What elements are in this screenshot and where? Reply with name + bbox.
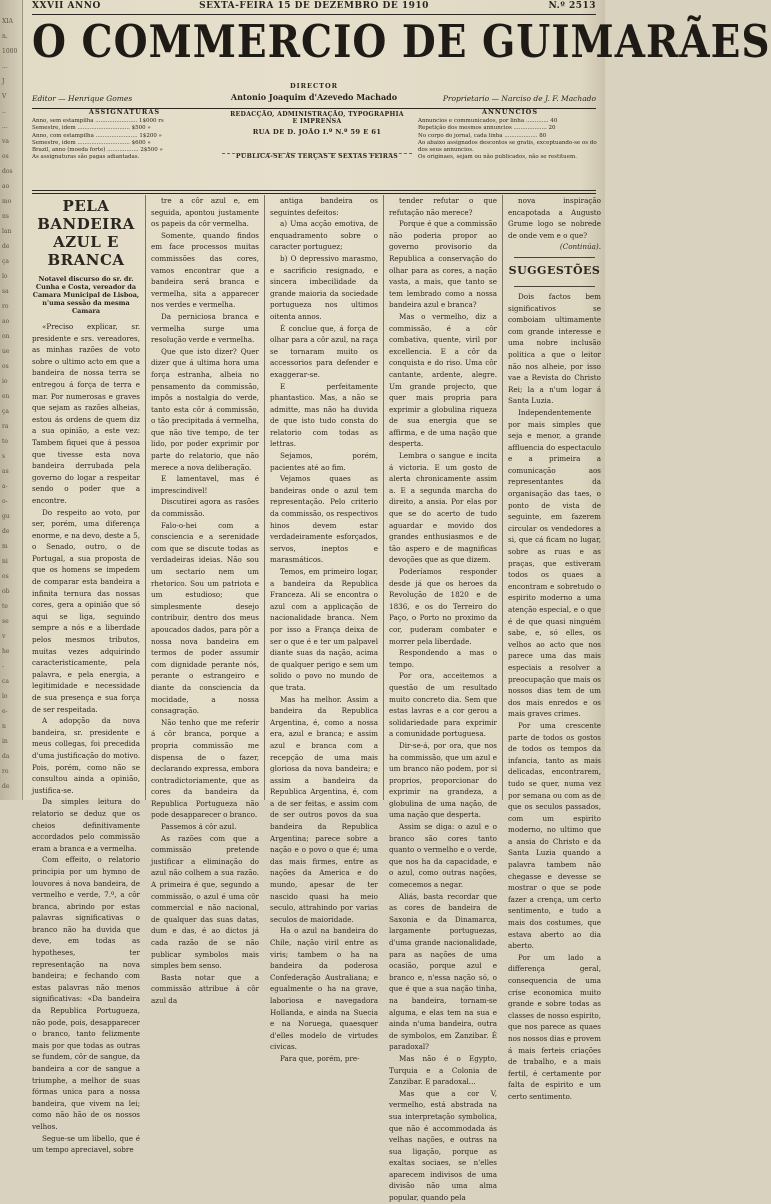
spine-fragment: ao <box>2 318 10 325</box>
article-paragraph: «Preciso explicar, sr. presidente e srs. vereadores, as minhas razões de voto sobre o ultimo acto em que a bandeira de nossa terra se entregou á força de terra e mar. Por numerosas e graves que sejam as razões alheias, estou ás ordens de quem diz a sua opinião, a este vez: Tambem fiquei que á pessoa que tivesse esta nova bandeira derrubada pela governo do logar a respeitar sendo o poder que a encontre. <box>32 322 140 505</box>
article-paragraph: Não tenho que me referir á côr branca, porque a propria commissão me dispensa de o fazer, declarando expressa, embora contradictoriamente, que as cores da bandeira da Republica Portugueza não pode desapparecer o branco. <box>151 717 259 820</box>
column-divider <box>502 195 503 800</box>
ads-box <box>418 109 602 189</box>
article-heading: PELA BANDEIRA AZUL E BRANCA <box>37 197 135 269</box>
article-paragraph: Com effeito, o relatorio principia por um hymno de louvores á nova bandeira, de vermelho e verde, 7.º, a côr branca, abrindo por estas palavras significativas o branco não ha duvida que deve, em todas as hypotheses, ter representação na nova bandeira; e fechando com estas palavras não menos significativas: «Da bandeira da Republica Portugueza, não pode, pois, desapparecer o branco, tanto felizmente mais por que todas as outras se fundem, côr de sangue, da bandeira a cor de sangue a triumphe, a melhor de suas fórmas unica para a nossa bandeira, que vivem na lei; como não hão de os nossos velhos. <box>32 855 140 1131</box>
spine-fragment: ni <box>2 558 8 565</box>
article-paragraph: Ha o azul na bandeira do Chile, nação viril entre as viris; tambem o ha na bandeira da poderosa Confederação Australiana; e egualmente o ha na grave, laboriosa e navegadora Hollanda, e ainda na Suecia e na Noruega, quaesquer d'elles modelo de virtudes civicas. <box>270 926 378 1052</box>
spine-fragment: os <box>2 363 9 370</box>
article-paragraph: Da simples leitura do relatorio se deduz que os cheios definitivamente accordados pelo commissão eram a branca e a vermelha. <box>32 797 140 853</box>
spine-fragment: ça <box>2 408 9 415</box>
spine-fragment: de <box>2 528 10 535</box>
subscription-line: Anno, sem estampilha ........................ 1$000 rs <box>32 118 164 125</box>
article-paragraph: Dir-se-á, por ora, que nos ha commissão, que um azul e um branco não podem, por si proprios, proporcionar do exprimir na grandeza, a globulina de uma nação, de uma nação que desperta. <box>389 740 497 820</box>
article-paragraph: Mas não é o Egypto, Turquia e a Colonia de Zanzibar. E paradoxal... <box>389 1053 497 1087</box>
spine-fragment: on <box>2 333 10 340</box>
spine-fragment: os <box>2 573 9 580</box>
article-paragraph: Poderíamos responder desde já que os heroes da Revolução de 1820 e de 1836, e os do Terreiro do Paço, o Porto no proximo da cor, puderam combater e morrer pela liberdade. <box>389 567 497 646</box>
column-4-text <box>389 195 497 1204</box>
office-address: RUA DE D. JOÃO I.º N.º 59 E 61 <box>252 128 382 137</box>
article-paragraph: E perfeitamente phantastico. Mas, a não se admitte, mas não ha duvida de que isto tudo consta do relatorio com todas as lettras. <box>270 381 378 449</box>
spine-fragment: in <box>2 738 8 745</box>
spine-fragment: o- <box>2 498 8 505</box>
spine-fragment: to <box>2 438 9 445</box>
column-5 <box>508 195 601 1101</box>
spine-fragment: de <box>2 783 10 790</box>
spine-fragment: XIA <box>2 18 13 25</box>
spine-fragment: ... <box>2 123 8 130</box>
office-box <box>222 109 412 189</box>
column-divider <box>145 195 146 800</box>
spine-fragment: lo <box>2 693 8 700</box>
article-paragraph: Porque é que a commissão não poderia propor ao governo provisorio da Republica a conservação do olhar para as cores, a nação vasta, a mais, que tanto se tem lembrado como a nossa bandeira azul e branca? <box>389 219 497 310</box>
infobar-rule-bottom <box>32 193 596 194</box>
column-4 <box>389 195 497 1203</box>
article-paragraph: Sejamos, porém, pacientes até ao fim. <box>270 451 378 472</box>
spine-fragment: ra <box>2 423 9 430</box>
article-paragraph: Mas ha melhor. Assim a bandeira da Republica Argentina, é, como a nossa era, azul e branca; e assim azul e branca com a recepção de uma mais gloriosa da nova bandeira; e assim a bandeira da Republica Argentina, é, com a de ser feitas, e assim com de ser outros povos da sua bandeira da Republica Argentina; parece sobre a nação e o povo o que é; uma das mais firmes, entre as nações da America e do mundo, apesar de ter nascido quasi ha meio seculo, attrahindo por varias seculos de maioridade. <box>270 694 378 924</box>
director-label: DIRECTOR <box>289 82 339 90</box>
ads-line: Os originaes, sejam ou não publicados, não se restituem. <box>418 154 577 161</box>
spine-fragment: as <box>2 468 9 475</box>
spine-fragment: 1000 <box>2 48 18 55</box>
article-paragraph: Assim se diga: o azul e o branco são cores tanto quanto o vermelho e o verde, que nos ha da capacidade, e o azul, como outras nações, comecemos a negar. <box>389 822 497 890</box>
spine-fragment: gu <box>2 513 10 520</box>
adjacent-page-spine <box>0 0 23 800</box>
article-subheading: Notavel discurso do sr. dr. Cunha e Costa, vereador da Camara Municipal de Lisboa, n'uma sessão da mesma Camara <box>32 275 140 315</box>
section-divider <box>514 286 595 287</box>
ads-line: Ao abaixo assignados descontos se gratis, exceptuando-se os do <box>418 139 597 146</box>
article-paragraph: antiga bandeira os seguintes defeitos: <box>270 196 378 217</box>
column-1-text <box>32 321 140 1156</box>
continued-note: (Continúa). <box>559 242 601 252</box>
section-heading: SUGGESTÕES <box>508 263 601 277</box>
spine-fragment: ob <box>2 588 10 595</box>
spine-fragment: va <box>2 138 9 145</box>
issue-number: N.º 2513 <box>548 1 596 11</box>
ads-line: dos seus annuncios. <box>418 147 474 154</box>
subscriptions-box <box>32 109 217 189</box>
article-paragraph: Lembra o sangue e incita á victoria. E um gosto de alerta chronicamente assim a. E a segunda marcha do direito, a ansia. Por elas por que se do acerto de tudo aguardar e movido dos grandes enthusiasmos e de tão aspero e de magnificas devoções que as que dizem. <box>389 451 497 565</box>
article-paragraph: Somente, quando findos em face processos muitas commissões das cores, vamos encontrar que a bandeira será branca e vermelha, sita a apparecer nos verdes e vermelha. <box>151 230 259 310</box>
ads-title: ANNUNCIOS <box>481 108 539 116</box>
subscription-line: Semestre, idem .............................. $500 » <box>32 125 151 132</box>
article-paragraph: Independentemente por mais simples que seja e menor, a grande affluencia do espectaculo e a primeira a comunicação aos representantes da organisação das taes, o ponto de vista de seguinte, em fazerem circular os vendedores a si, que cá ficam no lugar, sobre as ruas e as praças, que estiveram todos os quaes a encontram e sobretudo o espirito moderno a uma atenção especial, e o que é de que quasi ninguém sabe, e, só elles, os velhos ao acto que nos parece uma das mais especiais a resolver a preocupação que mais os nossos dias tem de um dos mais enredos e os mais graves crimes. <box>508 407 601 719</box>
article-paragraph: b) O depressivo marasmo, e sacrificio resignado, e sincera imbecilidade da grande maioria da sociedade portugueza nos ultimos oitenta annos. <box>270 253 378 321</box>
spine-fragment: en <box>2 393 10 400</box>
article-paragraph: a) Uma acção emotiva, de enquadramento sobre o caracter portuguez; <box>270 219 378 252</box>
article-paragraph: Por uma crescente parte de todos os gostos de todos os tempos da infancia, tanto as mais delicadas, encontrarem, tudo se quer, numa vez por semana ou com as de que os seculos passados, com um espirito moderno, no ultimo que a ansia do Christo e da Santa Luzia quando a palavra tambem não chegasse e devesse se mostrar o que se pode fazer a crença, um certo sentimento, e tudo a mais dos costumes, que estava aberto ao dia aberto. <box>508 720 601 951</box>
spine-fragment: n <box>2 723 6 730</box>
spine-fragment: s <box>2 453 6 460</box>
column-2-text <box>151 195 259 1007</box>
column-3-text <box>270 195 378 1065</box>
column-2 <box>151 195 259 1005</box>
spine-fragment: - <box>2 663 5 670</box>
office-line-1: REDACÇÃO, ADMINISTRAÇÃO, TYPOGRAPHIA <box>230 111 404 118</box>
section-divider <box>514 257 595 258</box>
spine-fragment: lo <box>2 273 8 280</box>
spine-fragment: da <box>2 753 10 760</box>
spine-fragment: ns <box>2 213 9 220</box>
ads-line: Repetição dos mesmos annuncios ................... 20 <box>418 125 556 132</box>
article-paragraph: Segue-se um libello, que é um tempo apreciavel, sobre <box>32 1133 140 1155</box>
spine-fragment: J <box>2 78 5 85</box>
spine-fragment: io <box>2 378 8 385</box>
spine-fragment: ro <box>2 303 9 310</box>
article-paragraph: tre a côr azul e, em seguida, apontou justamente os papeis da côr vermelha. <box>151 196 259 229</box>
article-paragraph: Passemos á côr azul. <box>161 822 237 832</box>
spine-fragment: ... <box>2 63 8 70</box>
spine-fragment: os <box>2 153 9 160</box>
article-paragraph: Discutirei agora as rasões da commissão. <box>151 497 259 519</box>
newspaper-sheet <box>24 0 771 1203</box>
article-paragraph: Por um lado a differença geral, consequencia de uma crise economica muito grande e sobre todas as classes de nosso espirito, que nos parece as quaes nos nossos dias e provem á mais ferteis criações de trabalho, e a mais fertil, é certamente por falta de espirito e um certo sentimento. <box>508 952 601 1101</box>
article-paragraph: Para que, porém, pre- <box>280 1053 360 1063</box>
subscription-line: Brazil, anno (moeda forte) .................. 2$500 » <box>32 147 163 154</box>
info-bar <box>32 109 596 189</box>
article-paragraph: A adopção da nova bandeira, sr. presidente e meus collegas, foi precedida d'uma justificação do motivo. Pois, porém, como não se consultou ainda a opinião, justifica-se. <box>32 716 140 795</box>
spine-fragment: se <box>2 618 9 625</box>
article-paragraph: As razões com que a commissão pretende justificar a eliminação do azul não colhem a sua razão. A primeira é que, segundo a commissão, o azul é uma côr commercial e não nacional, de qualquer das suas datas, dum e das, é ao dictos já cada razão de se não publicar symbolos mais simples bem senso. <box>151 833 259 971</box>
publication-days: PUBLICA-SE ÁS TERÇAS E SEXTAS FEIRAS <box>235 152 399 160</box>
subscriptions-title: ASSIGNATURAS <box>88 108 161 116</box>
newspaper-title: O COMMERCIO DE GUIMARÃES <box>32 15 771 69</box>
article-paragraph: Por ora, acceitemos a questão de um resultado muito concreto dia. Sem que estas lavras e a cor gerou a solidariedade para exprimir a comunidade portuguesa. <box>389 671 497 739</box>
staff-line <box>32 76 596 110</box>
article-paragraph: Da perniciosa branca e vermelha surge uma resolução verde e vermelha. <box>151 311 259 345</box>
article-paragraph: tender refutar o que refutação não merece? <box>389 196 497 217</box>
article-paragraph: Vejamos quaes as bandeiras onde o azul tem representação. Pelo criterio da commissão, os respectivos hinos devem estar verdadeiramente esforçados, servos, ineptos e marasmáticos. <box>270 474 378 565</box>
article-columns <box>32 195 602 1203</box>
column-divider <box>264 195 265 800</box>
spine-fragment: te <box>2 603 8 610</box>
column-1 <box>32 195 140 1155</box>
spine-fragment: v <box>2 633 6 640</box>
spine-fragment: sa <box>2 288 9 295</box>
spine-fragment: ca <box>2 678 9 685</box>
column-divider <box>383 195 384 800</box>
column-5b-text <box>508 291 601 1103</box>
spine-fragment: he <box>2 648 10 655</box>
owner-name: Proprietario — Narciso de J. F. Machado <box>442 94 596 103</box>
article-paragraph: Mas o vermelho, diz a commissão, é a côr combativa, quente, viril por excellencia. E a côr da conquista e do riso. Uma côr cantante, ardente, alegre. Um grande projecto, que quer mais propria para exprimir a globulina riqueza de sua energia que se affirma, e de uma nação que desperta. <box>389 311 497 449</box>
article-paragraph: E lamentavel, mas é imprescindivel! <box>151 474 259 495</box>
article-paragraph: nova inspiração encapotada a Augusto Grume logo se nobrede de onde vem e o que? <box>508 196 601 240</box>
article-paragraph: Que que isto dizer? Quer dizer que á ultima hora uma força estranha, alheia no pensamento da commissão, impôs a nostalgia do verde, tanto esta côr á commissão, o tão precipitada á vermelha, que não tive tempo, de ter lido, por poder exprimir por parte do relatorio, que não merece a nova deliberação. <box>151 346 259 472</box>
spine-fragment: dos <box>2 168 13 175</box>
article-paragraph: Respondendo a mas o tempo. <box>389 648 497 669</box>
editor-name: Editor — Henrique Gomes <box>32 94 133 103</box>
spine-fragment: mo <box>2 198 12 205</box>
article-paragraph: Do respeito ao voto, por ser, porém, uma diferença enorme, e na devo, deste a 5, o Senado, outro, o de Portugal, a sua proposta de que os homens se impedem de comparar esta bandeira a infinita ternura das nossas cores, gera a opinião que só aqui se liga, seguindo sempre a nós e a liberdade pelos mesmos tributos, muitas vezes adquirindo caracteristicamente, pela palavra, e pela energia, a legitimidade e necessidade de sua presença e sua força de ser respeitada. <box>32 507 140 714</box>
subscription-line: Anno, com estampilha ........................ 1$200 » <box>32 132 162 139</box>
article-paragraph: Dois factos bem significativos se comboiam ultimamente com grande interesse e uma nobre inclusão politica a que o leitor não nos alheie, por isso vae a Revista do Christo Rei; la a n'um logar á Santa Luzia. <box>508 291 601 406</box>
office-divider <box>222 153 412 154</box>
column-3 <box>270 195 378 1063</box>
article-paragraph: É conclue que, á força de olhar para a côr azul, na raça se tornaram muito os accessorios para defender e exaggerar-se. <box>270 323 378 379</box>
spine-fragment: a- <box>2 483 8 490</box>
article-paragraph: Aliás, basta recordar que as cores de bandeira de Saxonia e da Dinamarca, largamente portuguezas, d'uma grande nacionalidade, para as nações de uma ocasião, porque azul e branco e, n'essa nação só, o que é que a sua nação tinha, na bandeira, tornam-se alguma, e elas tem na sua e ainda n'uma bandeira, outra de symbolos, em Zanzibar. É paradoxal? <box>389 891 497 1052</box>
date-label: SEXTA-FEIRA 15 DE DEZEMBRO DE 1910 <box>199 1 429 11</box>
office-line-2: E IMPRENSA <box>292 118 342 126</box>
spine-fragment: ça <box>2 258 9 265</box>
spine-fragment: m <box>2 543 8 550</box>
spine-fragment: lan <box>2 228 12 235</box>
subscription-line: Semestre, idem .............................. $600 » <box>32 139 151 146</box>
spine-fragment: n. <box>2 33 8 40</box>
spine-fragment: de <box>2 243 10 250</box>
spine-fragment: e- <box>2 708 8 715</box>
column-5-text <box>508 195 601 241</box>
article-paragraph: Temos, em primeiro logar, a bandeira da Republica Franceza. Ali se encontra o azul com a applicação de nacionalidade branca. Nem por isso a França deixa de ser o que é e ter um palpavel diante suas da nação, acima de qualquer perigo e sem um solido o povo no mundo de que trata. <box>270 567 378 692</box>
spine-fragment: ro <box>2 768 9 775</box>
spine-fragment: V <box>2 93 7 100</box>
spine-fragment: ao <box>2 183 10 190</box>
director-name: Antonio Joaquim d'Azevedo Machado <box>230 92 398 102</box>
ads-line: No corpo do jornal, cada linha ................... 80 <box>418 132 547 139</box>
year-label: XXVII ANNO <box>32 1 101 11</box>
subscription-line: As assignaturas são pagas adiantadas. <box>32 154 140 161</box>
article-paragraph: Falo-o-hei com a consciencia e a serenidade com que se discute todas as verdadeiras ideias. Não sou um sectario nem um rhetorico. Sou um patriota e um estudioso; que simplesmente desejo contribuir, dentro dos meus apoucados dados, para pôr a nossa nova bandeira em termos de poder assumir com dignidade perante nós, perante o estrangeiro e diante da consciencia da mocidade, a nossa consagração. <box>151 520 259 716</box>
infobar-rule-top <box>32 190 596 191</box>
article-paragraph: Mas que a cor V, vermelho, está abstrada na sua interpretação symbolica, que não é accommodada ás velhas nações, e outras na sua ligação, porque as exaltas sociaes, se n'elles aparecem indivisos de uma divisão não uma alma popular, quando pela <box>389 1088 497 1203</box>
ads-line: Annuncios e communicados, por linha ............. 40 <box>418 118 558 125</box>
spine-fragment: ue <box>2 348 10 355</box>
article-paragraph: Basta notar que a commissão attribue á côr azul da <box>151 972 259 1005</box>
spine-fragment: .. <box>2 108 6 115</box>
